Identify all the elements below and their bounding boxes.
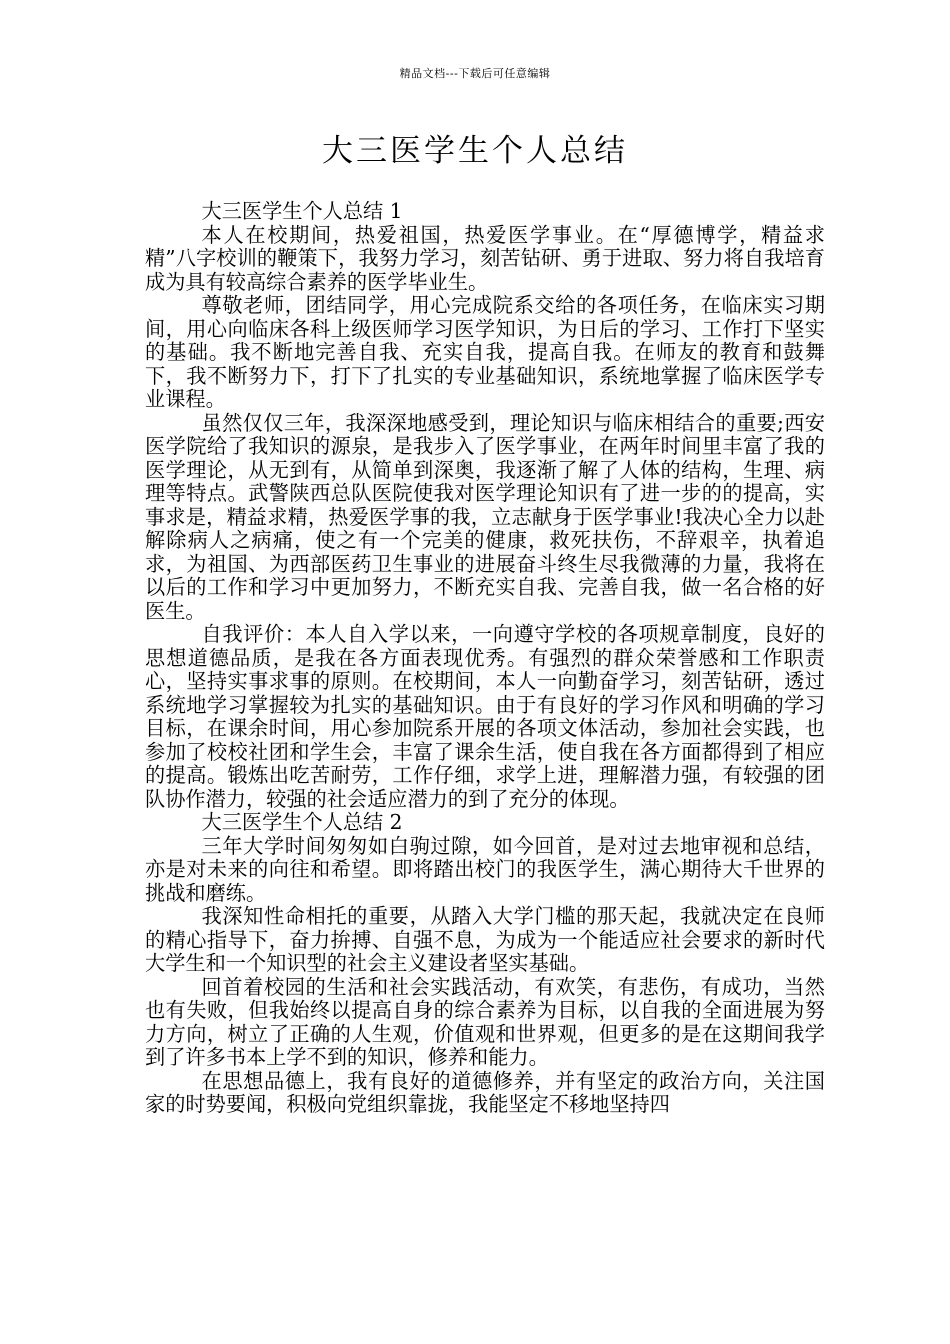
- document-body: [145, 200, 825, 1117]
- paragraph: 回首着校园的生活和社会实践活动，有欢笑，有悲伤，有成功，当然也有失败，但我始终以提高自身的综合素养为目标，以自我的全面进展为努力方向，树立了正确的人生观，价值观和世界观，但更多的是在这期间我学到了许多书本上学不到的知识，修养和能力。: [145, 974, 825, 1069]
- paragraph: 我深知性命相托的重要，从踏入大学门槛的那天起，我就决定在良师的精心指导下，奋力拚搏、自强不息，为成为一个能适应社会要求的新时代大学生和一个知识型的社会主义建设者坚实基础。: [145, 904, 825, 975]
- paragraph: 在思想品德上，我有良好的道德修养，并有坚定的政治方向，关注国家的时势要闻，积极向党组织靠拢，我能坚定不移地坚持四: [145, 1068, 825, 1116]
- section-heading-1: 大三医学生个人总结 1: [201, 199, 403, 223]
- paragraph: 尊敬老师，团结同学，用心完成院系交给的各项任务，在临床实习期间，用心向临床各科上级医师学习医学知识，为日后的学习、工作打下坚实的基础。我不断地完善自我、充实自我，提高自我。在师友的教育和鼓舞下，我不断努力下，打下了扎实的专业基础知识，系统地掌握了临床医学专业课程。: [145, 293, 825, 411]
- paragraph: 本人在校期间，热爱祖国，热爱医学事业。在“厚德博学，精益求精”八字校训的鞭策下，我努力学习，刻苦钻研、勇于进取、努力将自我培育成为具有较高综合素养的医学毕业生。: [145, 222, 825, 294]
- document-title: 大三医学生个人总结: [322, 133, 628, 169]
- paragraph: 虽然仅仅三年，我深深地感受到，理论知识与临床相结合的重要;西安医学院给了我知识的源泉，是我步入了医学事业，在两年时间里丰富了我的医学理论，从无到有，从简单到深奥，我逐渐了解了人体的结构，生理、病理等特点。武警陕西总队医院使我对医学理论知识有了进一步的的提高，实事求是，精益求精，热爱医学事的我，立志献身于医学事业!我决心全力以赴解除病人之病痛，使之有一个完美的健康，救死扶伤，不辞艰辛，执着追求，为祖国、为西部医药卫生事业的进展奋斗终生尽我微薄的力量，我将在以后的工作和学习中更加努力，不断充实自我、完善自我，做一名合格的好医生。: [145, 410, 825, 623]
- header-note: 精品文档---下载后可任意编辑: [399, 67, 551, 80]
- paragraph: 自我评价：本人自入学以来，一向遵守学校的各项规章制度，良好的思想道德品质，是我在各方面表现优秀。有强烈的群众荣誉感和工作职责心，坚持实事求事的原则。在校期间，本人一向勤奋学习，刻苦钻研，透过系统地学习掌握较为扎实的基础知识。由于有良好的学习作风和明确的学习目标，在课余时间，用心参加院系开展的各项文体活动，参加社会实践，也参加了校校社团和学生会，丰富了课余生活，使自我在各方面都得到了相应的提高。锻炼出吃苦耐劳，工作仔细，求学上进，理解潜力强，有较强的团队协作潜力，较强的社会适应潜力的到了充分的体现。: [145, 622, 825, 811]
- paragraph: 三年大学时间匆匆如白驹过隙，如今回首，是对过去地审视和总结，亦是对未来的向往和希望。即将踏出校门的我医学生，满心期待大千世界的挑战和磨练。: [145, 833, 825, 905]
- section-heading-2: 大三医学生个人总结 2: [201, 810, 403, 834]
